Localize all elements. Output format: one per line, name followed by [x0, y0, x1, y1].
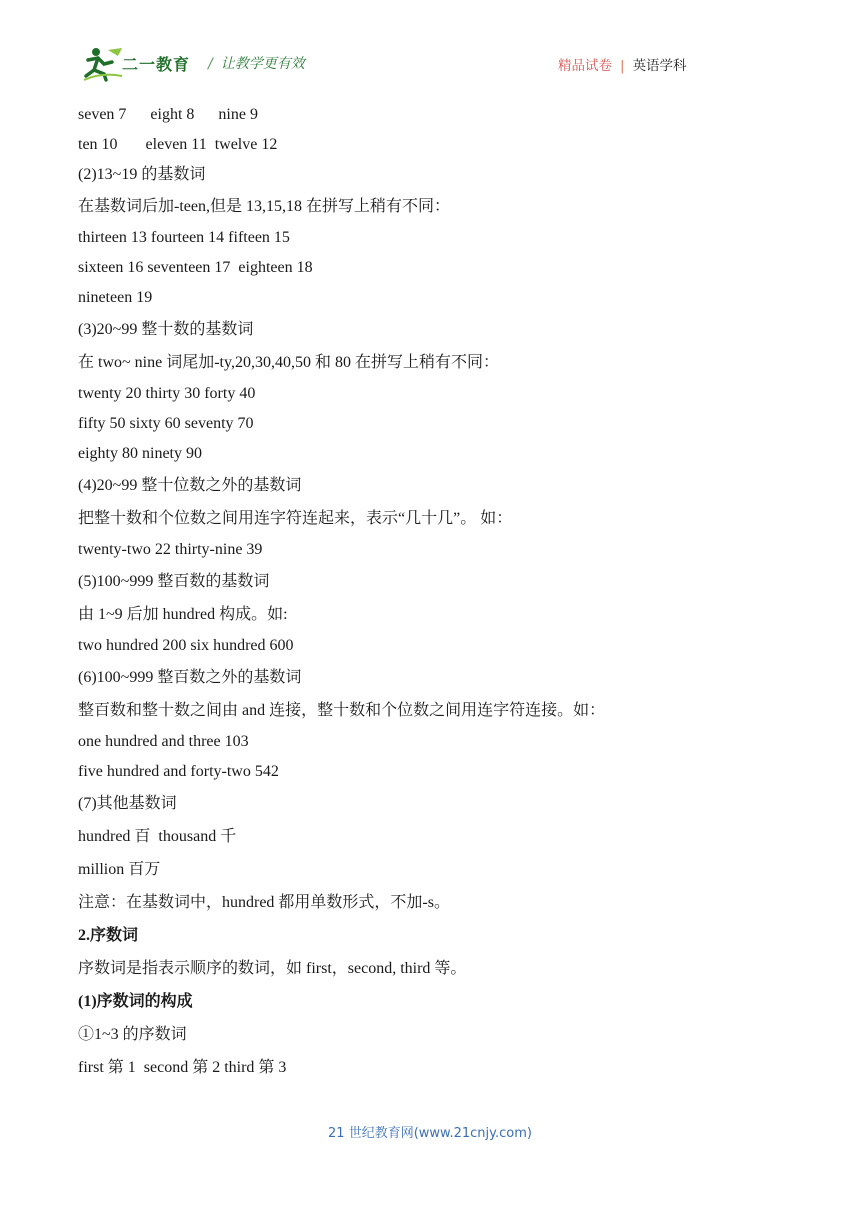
text-line: nineteen 19: [78, 289, 153, 306]
section-heading: (6)100~999 整百数之外的基数词: [78, 669, 302, 686]
section-title: 2.序数词: [78, 927, 139, 944]
text-line: hundred 百 thousand 千: [78, 828, 237, 845]
text-line: first 第 1 second 第 2 third 第 3: [78, 1059, 287, 1076]
text-line: sixteen 16 seventeen 17 eighteen 18: [78, 259, 313, 276]
subsection-title: (1)序数词的构成: [78, 993, 193, 1010]
text-line: one hundred and three 103: [78, 733, 249, 750]
slogan-text: 让教学更有效: [220, 56, 305, 72]
header-tags: [558, 54, 687, 74]
text-line: 整百数和整十数之间由 and 连接，整十数和个位数之间用连字符连接。如：: [78, 702, 606, 719]
tag-separator: |: [620, 58, 625, 74]
text-line: 序数词是指表示顺序的数词，如 first，second, third 等。: [78, 960, 467, 977]
text-line: eighty 80 ninety 90: [78, 445, 202, 462]
text-line: ①1~3 的序数词: [78, 1026, 187, 1043]
text-line: 在基数词后加-teen,但是 13,15,18 在拼写上稍有不同：: [78, 198, 450, 215]
text-line: 把整十数和个位数之间用连字符连起来，表示“几十几”。 如：: [78, 510, 513, 527]
text-line: 在 two~ nine 词尾加-ty,20,30,40,50 和 80 在拼写上稍有不同：: [78, 354, 499, 371]
text-line: million 百万: [78, 861, 161, 878]
text-line: thirteen 13 fourteen 14 fifteen 15: [78, 229, 290, 246]
text-line: twenty-two 22 thirty-nine 39: [78, 541, 263, 558]
section-heading: (2)13~19 的基数词: [78, 166, 206, 183]
section-heading: (3)20~99 整十数的基数词: [78, 321, 254, 338]
section-heading: (5)100~999 整百数的基数词: [78, 573, 270, 590]
text-line: five hundred and forty-two 542: [78, 763, 279, 780]
text-line: twenty 20 thirty 30 forty 40: [78, 385, 256, 402]
note-line: 注意：在基数词中，hundred 都用单数形式，不加-s。: [78, 894, 450, 911]
slogan: / 让教学更有效: [208, 56, 305, 72]
text-line: fifty 50 sixty 60 seventy 70: [78, 415, 254, 432]
tag-premium-paper: 精品试卷: [558, 58, 612, 74]
logo-text: 二一教育: [122, 55, 191, 74]
text-line: seven 7 eight 8 nine 9: [78, 106, 258, 123]
text-line: ten 10 eleven 11 twelve 12: [78, 136, 278, 153]
document-body: [78, 100, 778, 1084]
text-line: 由 1~9 后加 hundred 构成。如:: [78, 606, 288, 623]
section-heading: (4)20~99 整十位数之外的基数词: [78, 477, 302, 494]
section-heading: (7)其他基数词: [78, 795, 177, 812]
text-line: two hundred 200 six hundred 600: [78, 637, 294, 654]
page-footer: 21 世纪教育网(www.21cnjy.com): [328, 1126, 532, 1141]
page-header: [0, 0, 860, 96]
tag-subject: 英语学科: [632, 58, 687, 74]
